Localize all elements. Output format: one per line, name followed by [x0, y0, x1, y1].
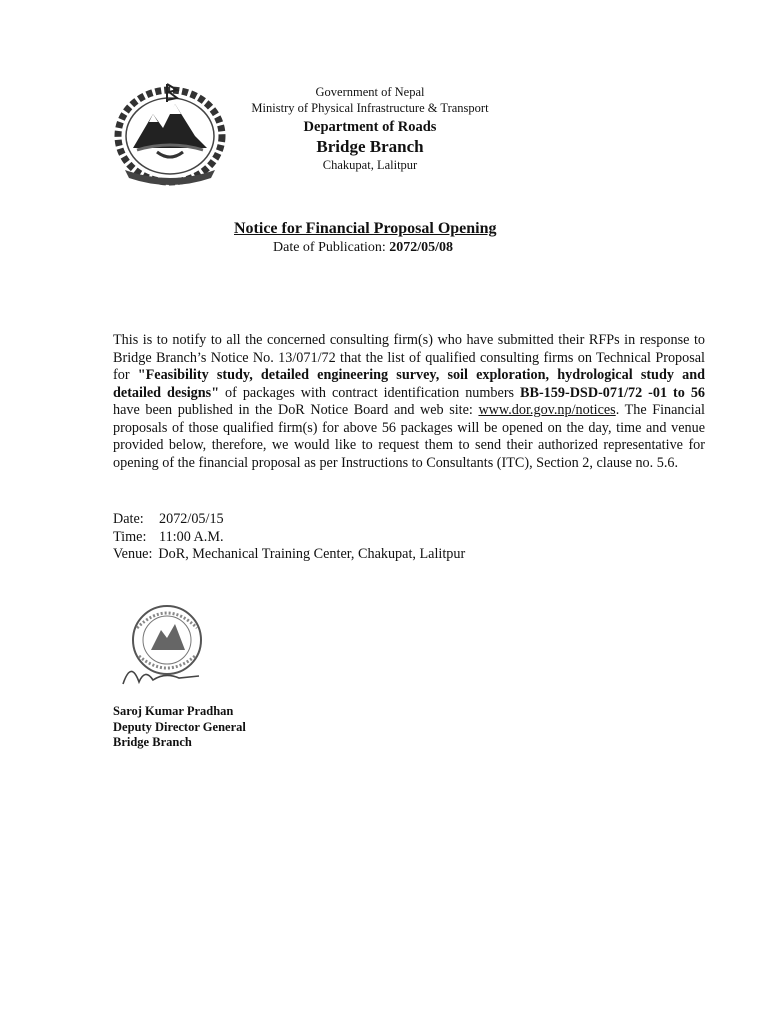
- time-row: [113, 529, 465, 547]
- opening-details: [113, 511, 465, 564]
- body-part-4: . The Financial proposals of those qualified firm(s) for above 56 packages will be opened on the day, time and venue provided below, therefore, we would like to request them to send their authorized representative for opening of the financial proposal as per Instructions to Consultants (ITC), Section 2, clause no. 5.6.: [113, 402, 705, 471]
- contract-ids: BB-159-DSD-071/72 -01 to 56: [520, 384, 706, 401]
- body-part-2: of packages with contract identification numbers: [219, 384, 521, 401]
- signatory-block: [113, 704, 246, 751]
- venue-value: DoR, Mechanical Training Center, Chakupat, Lalitpur: [158, 546, 466, 562]
- notice-body: [113, 332, 705, 472]
- ministry-name: Ministry of Physical Infrastructure & Transport: [251, 100, 489, 115]
- website-link[interactable]: www.dor.gov.np/notices: [478, 402, 616, 418]
- publication-date-line: [273, 240, 453, 256]
- branch-name: Bridge Branch: [316, 137, 424, 157]
- publication-date: 2072/05/08: [389, 240, 454, 255]
- body-part-1: This is to notify to all the concerned consulting firm(s) who have submitted their RFPs in response to Bridge Branch’s Notice No. 13/071/72 that the list of qualified consulting firms on Technical Proposal for: [113, 332, 705, 383]
- signatory-name: Saroj Kumar Pradhan: [113, 704, 234, 718]
- date-value: 2072/05/15: [159, 511, 224, 527]
- date-row: [113, 511, 465, 529]
- notice-title: Notice for Financial Proposal Opening: [234, 220, 497, 237]
- office-location: Chakupat, Lalitpur: [322, 157, 418, 172]
- government-name: Government of Nepal: [315, 85, 425, 99]
- body-part-3: have been published in the DoR Notice Board and web site:: [113, 402, 479, 418]
- time-label: Time:: [113, 528, 147, 545]
- time-value: 11:00 A.M.: [159, 528, 224, 545]
- official-seal-icon: [117, 598, 217, 698]
- signatory-office: Bridge Branch: [113, 735, 192, 749]
- department-name: Department of Roads: [303, 119, 437, 136]
- venue-row: [113, 546, 465, 564]
- nepal-emblem-icon: [111, 78, 229, 188]
- project-name: "Feasibility study, detailed engineering survey, soil exploration, hydrological study and detailed designs": [113, 367, 705, 401]
- signatory-title: Deputy Director General: [113, 719, 246, 734]
- venue-label: Venue:: [113, 546, 153, 562]
- letterhead: [230, 85, 510, 173]
- date-label: Date:: [113, 511, 144, 527]
- publication-label: Date of Publication:: [273, 240, 390, 255]
